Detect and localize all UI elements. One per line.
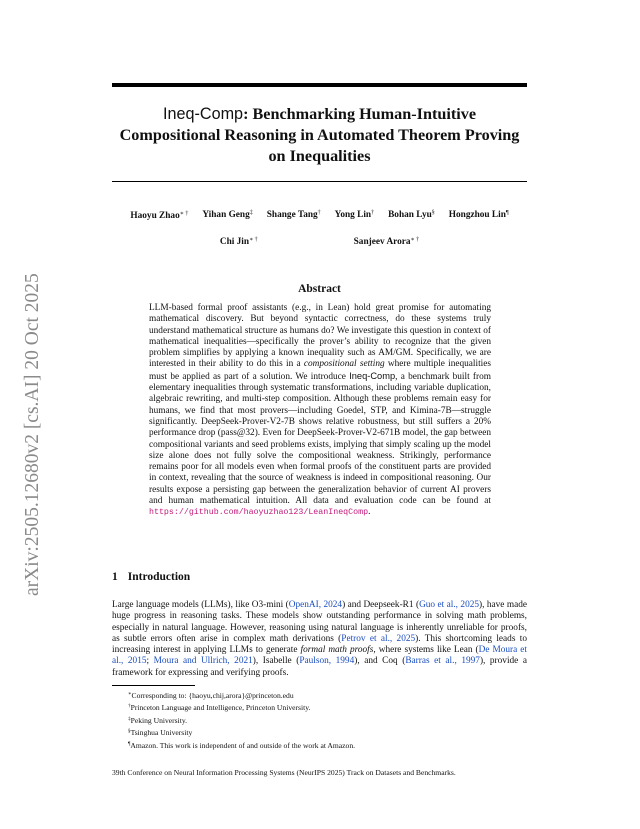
section-title: Introduction xyxy=(127,571,191,583)
citation-link[interactable]: OpenAI, 2024 xyxy=(288,600,343,610)
citation-link[interactable]: Barras et al., 1997 xyxy=(405,656,480,667)
author: Yong Lin† xyxy=(334,210,375,220)
section-heading xyxy=(112,571,190,583)
footnote: ¶Amazon. This work is independent of and outside of the work at Amazon. xyxy=(128,740,356,750)
abstract-body: LLM-based formal proof assistants (e.g., in Lean) hold great promise for automating mathematical discovery. But beyond syntactic correctness, do these systems truly understand mathematical structure as humans do? We investigate this question in context of mathematical inequalities—specifically the prover’s ability to recognize that the given problem simplifies by applying a known inequality such as AM/GM. Specifically, we are interested in their ability to do this in a compositional setting where multiple inequalities must be applied as part of a solution. We introduce Ineq-Comp, a benchmark built from elementary inequalities through systematic transformations, including variable duplication, algebraic rewriting, and multi-step composition. Although these problems remain easy for humans, we find that most provers—including Goedel, STP, and Kimina-7B—struggle significantly. DeepSeek-Prover-V2-7B shows relative robustness, but still suffers a 20% performance drop (pass@32). Even for DeepSeek-Prover-V2-671B model, the gap between compositional variants and seed problems exists, implying that simply scaling up the model size alone does not fully solve the compositional weakness. Strikingly, performance remains poor for all models even when formal proofs of the constituent parts are provided in context, revealing that the source of weakness is indeed in compositional reasoning. Our results expose a persisting gap between the generalization behavior of current AI provers and human mathematical intuition. All data and evaluation code can be found at https://github.com/haoyuzhao123/LeanIneqComp. xyxy=(149,303,491,518)
author: Hongzhou Lin¶ xyxy=(448,210,509,220)
citation-link[interactable]: Petrov et al., 2025 xyxy=(341,633,416,644)
footnote-rule xyxy=(112,685,195,686)
author-block xyxy=(112,210,527,262)
citation-link[interactable]: De Moura et al., 2015 xyxy=(112,645,528,667)
conference-note: 39th Conference on Neural Information Processing Systems (NeurIPS 2025) Track on Datasets and Benchmarks. xyxy=(112,768,456,777)
author: Sanjeev Arora∗ † xyxy=(353,237,420,247)
intro-paragraph: Large language models (LLMs), like O3-mini (OpenAI, 2024) and Deepseek-R1 (Guo et al., 2025), have made huge progress in reasoning tasks. These models show outstanding performance in solving math problems, especially in natural language. However, reasoning using natural language is inherently unreliable for proofs, as subtle errors often arise in complex math derivations (Petrov et al., 2025). This shortcoming leads to increasing interest in applying LLMs to generate formal math proofs, where systems like Lean (De Moura et al., 2015; Moura and Ullrich, 2021), Isabelle (Paulson, 1994), and Coq (Barras et al., 1997), provide a framework for expressing and verifying proofs. xyxy=(112,600,528,678)
footnote: §Tsinghua University xyxy=(128,728,193,738)
arxiv-id: arXiv:2505.12680v2 [cs.AI] 20 Oct 2025 xyxy=(22,273,43,596)
citation-link[interactable]: Moura and Ullrich, 2021 xyxy=(153,656,253,667)
abstract-heading: Abstract xyxy=(298,283,341,295)
title-rule-bottom xyxy=(112,181,527,182)
author-row-1 xyxy=(112,210,527,221)
title-rule-top xyxy=(112,83,527,87)
footnotes xyxy=(128,689,528,751)
author: Yihan Geng‡ xyxy=(202,210,253,220)
citation-link[interactable]: Guo et al., 2025 xyxy=(419,600,480,610)
author: Bohan Lyu§ xyxy=(388,210,435,220)
citation-link[interactable]: Paulson, 1994 xyxy=(299,656,355,667)
repo-link[interactable]: https://github.com/haoyuzhao123/LeanIneqComp xyxy=(149,508,369,518)
benchmark-name-inline: Ineq-Comp xyxy=(349,370,396,381)
author: Shange Tang† xyxy=(266,210,321,220)
section-number: 1 xyxy=(112,571,118,583)
footnote: ∗Corresponding to: {haoyu,chij,arora}@princeton.edu xyxy=(128,691,294,700)
arxiv-stamp xyxy=(8,230,48,600)
author: Chi Jin∗ † xyxy=(219,237,258,247)
footnote: †Princeton Language and Intelligence, Princeton University. xyxy=(128,703,311,713)
footnote: ‡Peking University. xyxy=(128,715,188,725)
author: Haoyu Zhao∗ † xyxy=(130,211,189,221)
title-text: : Benchmarking Human-Intuitive Compositional Reasoning in Automated Theorem Proving on Inequalities xyxy=(119,105,520,165)
benchmark-name: Ineq-Comp xyxy=(162,105,244,123)
paper-title xyxy=(112,104,527,167)
author-row-2 xyxy=(112,236,527,247)
